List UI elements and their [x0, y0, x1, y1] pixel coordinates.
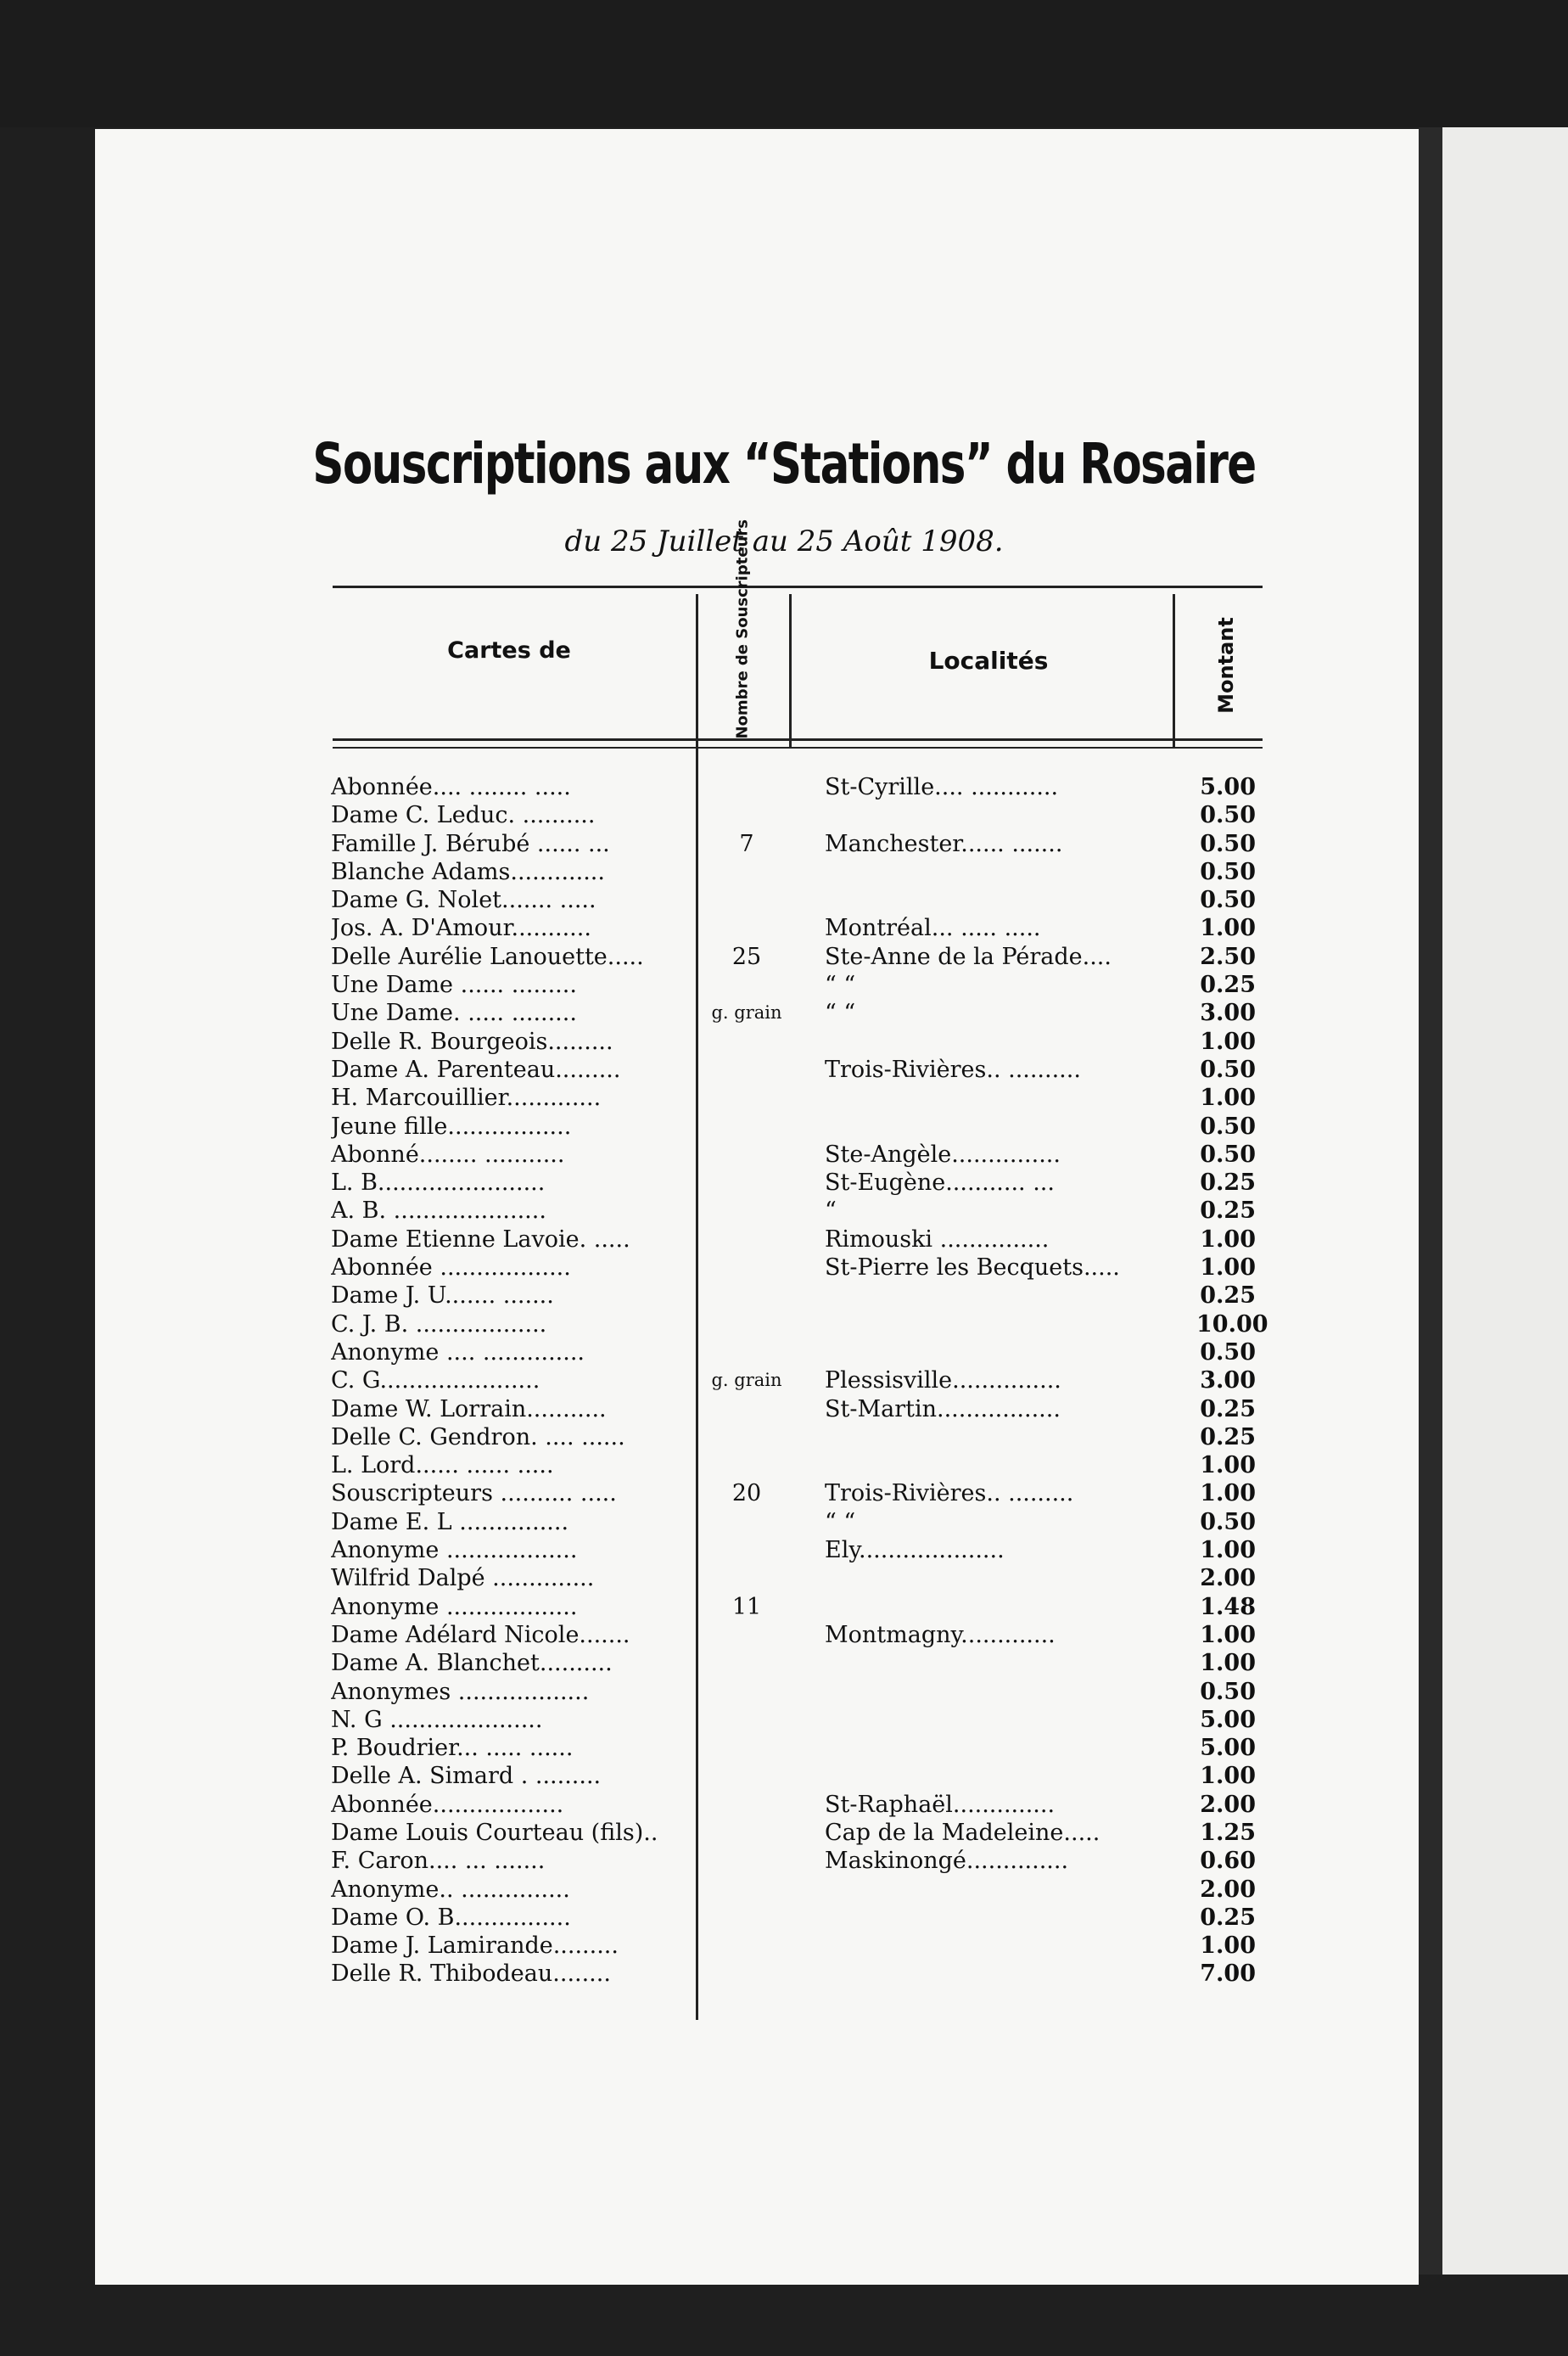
table-row	[331, 886, 1273, 914]
subscriber-name: Dame E. L ...............	[331, 1508, 569, 1535]
table-row	[331, 1508, 1273, 1536]
table-row	[331, 914, 1273, 942]
amount: 0.25	[1200, 1282, 1256, 1310]
table-header-rule-double	[333, 747, 1263, 749]
amount: 1.00	[1200, 1028, 1256, 1055]
subscriber-name: Dame C. Leduc. ..........	[331, 802, 596, 829]
amount: 0.50	[1200, 802, 1256, 829]
table-row	[331, 773, 1273, 801]
subscriber-name: Delle R. Bourgeois.........	[331, 1028, 613, 1055]
table-row	[331, 1904, 1273, 1932]
amount: 5.00	[1200, 1735, 1256, 1762]
amount: 1.00	[1200, 1932, 1256, 1960]
table-row	[331, 999, 1273, 1027]
header-nombre: Nombre de Souscripteurs	[733, 519, 752, 739]
document-subtitle: du 25 Juillet au 25 Août 1908.	[564, 524, 1004, 558]
header-montant: Montant	[1214, 617, 1238, 714]
table-row	[331, 1479, 1273, 1507]
locality: Rimouski ...............	[825, 1226, 1050, 1253]
amount: 0.50	[1200, 1113, 1256, 1140]
subscriber-name: Abonnée ..................	[331, 1254, 571, 1282]
amount: 1.48	[1200, 1593, 1256, 1620]
table-row	[331, 1113, 1273, 1141]
subscriber-name: H. Marcouillier.............	[331, 1085, 602, 1112]
table-row	[331, 1338, 1273, 1366]
locality: Ste-Angèle...............	[825, 1141, 1061, 1168]
amount: 10.00	[1196, 1310, 1268, 1338]
amount: 3.00	[1200, 1367, 1256, 1394]
column-divider-2	[789, 594, 792, 747]
table-row	[331, 1197, 1273, 1225]
amount: 1.00	[1200, 1226, 1256, 1253]
locality: “ “	[825, 1000, 856, 1027]
subscriber-count: 20	[731, 1480, 762, 1507]
subscriber-name: Dame J. Lamirande.........	[331, 1932, 619, 1960]
amount: 5.00	[1200, 1706, 1256, 1733]
table-row	[331, 1310, 1273, 1338]
table-row	[331, 1226, 1273, 1254]
amount: 1.25	[1200, 1819, 1256, 1846]
locality: St-Raphaël..............	[825, 1791, 1056, 1818]
page-gutter	[1419, 127, 1442, 2275]
locality: “	[825, 1198, 837, 1225]
subscriber-name: P. Boudrier... ..... ......	[331, 1735, 574, 1762]
subscriber-name: Une Dame ...... .........	[331, 972, 577, 999]
subscriber-count: 7	[739, 830, 754, 857]
locality: Trois-Rivières.. ..........	[825, 1056, 1081, 1083]
amount: 0.50	[1200, 858, 1256, 885]
table-row	[331, 858, 1273, 886]
subscriber-name: Anonyme ..................	[331, 1537, 578, 1564]
subscriber-name: Delle Aurélie Lanouette.....	[331, 943, 644, 970]
film-border	[0, 0, 1568, 127]
amount: 2.00	[1200, 1565, 1256, 1592]
locality: Ely....................	[825, 1537, 1005, 1564]
subscription-table	[331, 773, 1273, 1989]
subscriber-name: Jos. A. D'Amour...........	[331, 915, 591, 942]
locality: Montmagny.............	[825, 1621, 1056, 1648]
table-row	[331, 1056, 1273, 1084]
subscriber-name: Abonnée..................	[331, 1791, 564, 1818]
amount: 1.00	[1200, 1085, 1256, 1112]
header-localites: Localités	[928, 647, 1049, 675]
subscriber-name: C. J. B. ..................	[331, 1310, 547, 1338]
amount: 3.00	[1200, 1000, 1256, 1027]
table-row	[331, 1395, 1273, 1423]
amount: 0.50	[1200, 1678, 1256, 1705]
subscriber-name: Blanche Adams.............	[331, 858, 605, 885]
amount: 0.25	[1200, 1198, 1256, 1225]
locality: St-Cyrille.... ............	[825, 774, 1059, 800]
amount: 5.00	[1200, 774, 1256, 800]
locality: St-Eugène........... ...	[825, 1170, 1055, 1197]
subscriber-name: L. Lord...... ...... .....	[331, 1452, 554, 1479]
subscriber-name: Dame A. Parenteau.........	[331, 1056, 621, 1083]
subscriber-name: Delle A. Simard . .........	[331, 1763, 602, 1790]
subscriber-count: g. grain	[711, 1370, 782, 1391]
amount: 2.00	[1200, 1876, 1256, 1903]
locality: Maskinongé..............	[825, 1848, 1069, 1875]
subscriber-name: Delle C. Gendron. .... ......	[331, 1423, 625, 1450]
subscriber-name: Abonné........ ...........	[331, 1141, 565, 1168]
table-row	[331, 1706, 1273, 1734]
amount: 2.00	[1200, 1791, 1256, 1818]
subscriber-name: Dame A. Blanchet..........	[331, 1650, 613, 1677]
subscriber-name: Dame Louis Courteau (fils)..	[331, 1819, 658, 1846]
amount: 1.00	[1200, 915, 1256, 942]
table-row	[331, 1564, 1273, 1592]
amount: 0.50	[1200, 1056, 1256, 1083]
amount: 0.50	[1200, 830, 1256, 857]
amount: 0.50	[1200, 1508, 1256, 1535]
subscriber-name: L. B.......................	[331, 1170, 546, 1197]
subscriber-name: Souscripteurs .......... .....	[331, 1480, 617, 1507]
header-cartes	[441, 637, 577, 665]
subscriber-name: Abonnée.... ........ .....	[331, 774, 571, 800]
table-row	[331, 1593, 1273, 1621]
locality: Cap de la Madeleine.....	[825, 1819, 1100, 1846]
amount: 2.50	[1200, 943, 1256, 970]
header-cartes-label: Cartes de	[447, 637, 571, 664]
subscriber-name: Dame W. Lorrain...........	[331, 1395, 607, 1422]
subscriber-name: N. G .....................	[331, 1706, 543, 1733]
amount: 7.00	[1200, 1961, 1256, 1988]
column-divider-3	[1173, 594, 1175, 747]
locality: Ste-Anne de la Pérade....	[825, 943, 1112, 970]
table-row	[331, 1084, 1273, 1112]
subscriber-name: Dame J. U....... .......	[331, 1282, 554, 1310]
amount: 0.25	[1200, 1170, 1256, 1197]
table-row	[331, 1536, 1273, 1564]
table-row	[331, 1678, 1273, 1706]
table-row	[331, 1960, 1273, 1988]
amount: 0.25	[1200, 1423, 1256, 1450]
locality: St-Pierre les Becquets.....	[825, 1254, 1120, 1282]
table-row	[331, 1762, 1273, 1790]
subscriber-name: Delle R. Thibodeau........	[331, 1961, 611, 1988]
amount: 1.00	[1200, 1452, 1256, 1479]
amount: 0.25	[1200, 972, 1256, 999]
subscriber-count: 25	[731, 943, 762, 970]
locality: “ “	[825, 972, 856, 999]
amount: 1.00	[1200, 1650, 1256, 1677]
document-title: Souscriptions aux “Stations” du Rosaire	[312, 431, 1256, 496]
amount: 0.25	[1200, 1904, 1256, 1931]
locality: Manchester...... .......	[825, 830, 1063, 857]
amount: 0.50	[1200, 887, 1256, 914]
table-row	[331, 1819, 1273, 1847]
locality: St-Martin.................	[825, 1395, 1061, 1422]
table-row	[331, 971, 1273, 999]
subscriber-name: Anonyme.. ...............	[331, 1876, 570, 1903]
subscriber-name: Anonyme ..................	[331, 1593, 578, 1620]
table-row	[331, 1423, 1273, 1451]
subscriber-count: g. grain	[711, 1002, 782, 1024]
amount: 1.00	[1200, 1480, 1256, 1507]
amount: 0.25	[1200, 1395, 1256, 1422]
subscriber-name: Dame O. B................	[331, 1904, 571, 1931]
subscriber-name: Anonymes ..................	[331, 1678, 590, 1705]
amount: 1.00	[1200, 1621, 1256, 1648]
locality: Plessisville...............	[825, 1367, 1061, 1394]
table-row	[331, 1876, 1273, 1904]
table-row	[331, 1734, 1273, 1762]
amount: 0.50	[1200, 1141, 1256, 1168]
amount: 1.00	[1200, 1763, 1256, 1790]
table-top-rule	[333, 586, 1263, 588]
amount: 0.60	[1200, 1848, 1256, 1875]
table-row	[331, 1141, 1273, 1169]
subscriber-name: Wilfrid Dalpé ..............	[331, 1565, 595, 1592]
subscriber-count: 11	[731, 1593, 762, 1620]
table-row	[331, 1791, 1273, 1819]
table-row	[331, 1847, 1273, 1875]
subscriber-name: Dame Etienne Lavoie. .....	[331, 1226, 630, 1253]
subscriber-name: Une Dame. ..... .........	[331, 1000, 577, 1027]
amount: 1.00	[1200, 1254, 1256, 1282]
subscriber-name: C. G......................	[331, 1367, 540, 1394]
table-row	[331, 1169, 1273, 1197]
table-row	[331, 1621, 1273, 1649]
amount: 0.50	[1200, 1338, 1256, 1366]
subscriber-name: Anonyme .... ..............	[331, 1338, 585, 1366]
table-row	[331, 943, 1273, 971]
subscriber-name: Dame G. Nolet....... .....	[331, 887, 596, 914]
adjacent-page	[1442, 127, 1568, 2275]
subscriber-name: Famille J. Bérubé ...... ...	[331, 830, 610, 857]
amount: 1.00	[1200, 1537, 1256, 1564]
table-header-rule	[333, 738, 1263, 741]
table-row	[331, 1451, 1273, 1479]
subscriber-name: A. B. .....................	[331, 1198, 546, 1225]
locality: Trois-Rivières.. .........	[825, 1480, 1074, 1507]
subscriber-name: Jeune fille.................	[331, 1113, 572, 1140]
table-row	[331, 1254, 1273, 1282]
table-row	[331, 1028, 1273, 1056]
table-row	[331, 1282, 1273, 1310]
table-row	[331, 801, 1273, 829]
table-row	[331, 1649, 1273, 1677]
locality: “ “	[825, 1508, 856, 1535]
table-row	[331, 1932, 1273, 1960]
subscriber-name: Dame Adélard Nicole.......	[331, 1621, 630, 1648]
table-row	[331, 830, 1273, 858]
subscriber-name: F. Caron.... ... .......	[331, 1848, 546, 1875]
locality: Montréal... ..... .....	[825, 915, 1041, 942]
table-row	[331, 1366, 1273, 1394]
